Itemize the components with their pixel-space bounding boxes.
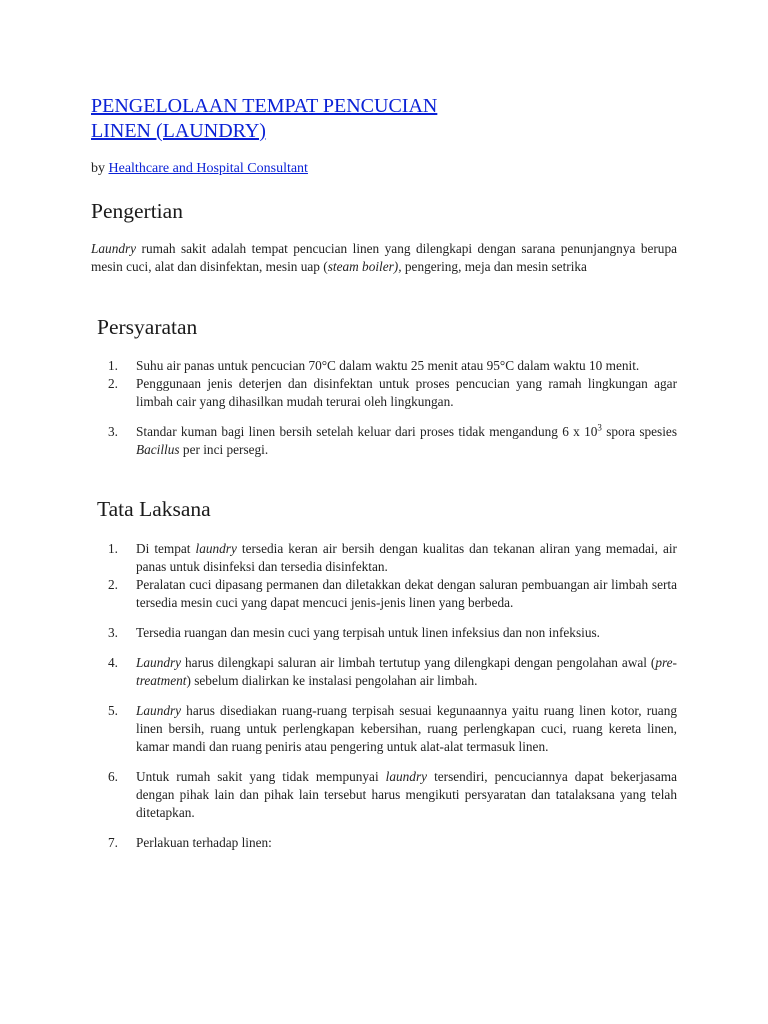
- item-text: Suhu air panas untuk pencucian 70°C dalam waktu 25 menit atau 95°C dalam waktu 10 menit.: [136, 358, 640, 373]
- item-number: 1.: [108, 358, 118, 373]
- list-item: [108, 540, 677, 576]
- italic-laundry: laundry: [195, 541, 237, 556]
- list-item: [108, 654, 677, 690]
- item-number: 7.: [108, 835, 118, 850]
- item-text: tersedia keran air bersih dengan kualitas dan tekanan aliran yang memadai, air panas untuk disinfeksi dan tersedia disinfektan.: [136, 541, 677, 574]
- pengertian-paragraph: [91, 240, 677, 276]
- item-text: Tersedia ruangan dan mesin cuci yang terpisah untuk linen infeksius dan non infeksius.: [136, 625, 600, 640]
- byline: [91, 160, 308, 178]
- item-text: Peralatan cuci dipasang permanen dan diletakkan dekat dengan saluran pembuangan air limbah serta tersedia mesin cuci yang dapat mencuci jenis-jenis linen yang berbeda.: [136, 577, 677, 610]
- italic-pre-treatment: pre-treatment: [136, 655, 677, 688]
- item-number: 2.: [108, 376, 118, 391]
- list-item: [108, 834, 677, 852]
- para-text-1: rumah sakit adalah tempat pencucian linen yang dilengkapi dengan sarana penunjangnya berupa mesin cuci, alat dan disinfektan, mesin uap (: [91, 241, 677, 274]
- document-title: [91, 94, 531, 144]
- item-number: 1.: [108, 541, 118, 556]
- item-text: harus disediakan ruang-ruang terpisah sesuai kegunaannya yaitu ruang linen kotor, ruang linen bersih, ruang untuk perlengkapan kebersihan, ruang perlengkapan cuci, ruang kereta linen, kamar mandi dan ruang peniris atau pengering untuk alat-alat termasuk linen.: [136, 703, 677, 754]
- item-text: Penggunaan jenis deterjen dan disinfektan untuk proses pencucian yang ramah lingkungan agar limbah cair yang dihasilkan mudah terurai oleh lingkungan.: [136, 376, 677, 409]
- italic-laundry: laundry: [385, 769, 428, 784]
- italic-bacillus: Bacillus: [136, 442, 180, 457]
- list-item: [108, 624, 677, 642]
- title-link[interactable]: [91, 95, 437, 142]
- item-number: 2.: [108, 577, 118, 592]
- item-text: Perlakuan terhadap linen:: [136, 835, 272, 850]
- item-text: per inci persegi.: [179, 442, 269, 457]
- title-line-1: PENGELOLAAN TEMPAT PENCUCIAN: [91, 95, 438, 117]
- list-item: [108, 375, 677, 411]
- italic-steam-boiler: steam boiler),: [327, 259, 402, 274]
- italic-laundry: Laundry: [136, 703, 182, 718]
- item-text: Di tempat: [136, 541, 196, 556]
- item-text: Standar kuman bagi linen bersih setelah keluar dari proses tidak mengandung 6 x 10: [136, 424, 598, 439]
- list-item: [108, 702, 677, 756]
- item-text: spora spesies: [601, 424, 678, 439]
- item-number: 3.: [108, 625, 118, 640]
- tata-laksana-list: [108, 540, 677, 852]
- list-item: [108, 576, 677, 612]
- list-item: [108, 357, 677, 375]
- heading-persyaratan: Persyaratan: [97, 315, 198, 339]
- item-text: ) sebelum dialirkan ke instalasi pengolahan air limbah.: [186, 673, 478, 688]
- heading-pengertian: Pengertian: [91, 199, 183, 223]
- title-line-2: LINEN (LAUNDRY): [91, 120, 266, 142]
- item-text: Untuk rumah sakit yang tidak mempunyai: [136, 769, 386, 784]
- byline-prefix: by: [91, 161, 109, 176]
- para-text-2: pengering, meja dan mesin setrika: [401, 259, 587, 274]
- item-text: tersendiri, pencuciannya dapat bekerjasama dengan pihak lain dan pihak lain tersebut harus mengikuti persyaratan dan tatalaksana yang telah ditetapkan.: [136, 769, 678, 820]
- superscript: 3: [597, 422, 602, 433]
- list-item: [108, 423, 677, 459]
- item-number: 6.: [108, 769, 118, 784]
- item-number: 5.: [108, 703, 118, 718]
- author-link[interactable]: Healthcare and Hospital Consultant: [108, 161, 308, 176]
- list-item: [108, 768, 677, 822]
- persyaratan-list: [108, 357, 677, 459]
- item-text: harus dilengkapi saluran air limbah tertutup yang dilengkapi dengan pengolahan awal (: [181, 655, 656, 670]
- item-number: 3.: [108, 424, 118, 439]
- item-number: 4.: [108, 655, 118, 670]
- italic-laundry: Laundry: [136, 655, 182, 670]
- heading-tata-laksana: Tata Laksana: [97, 497, 211, 521]
- italic-laundry: Laundry: [91, 241, 137, 256]
